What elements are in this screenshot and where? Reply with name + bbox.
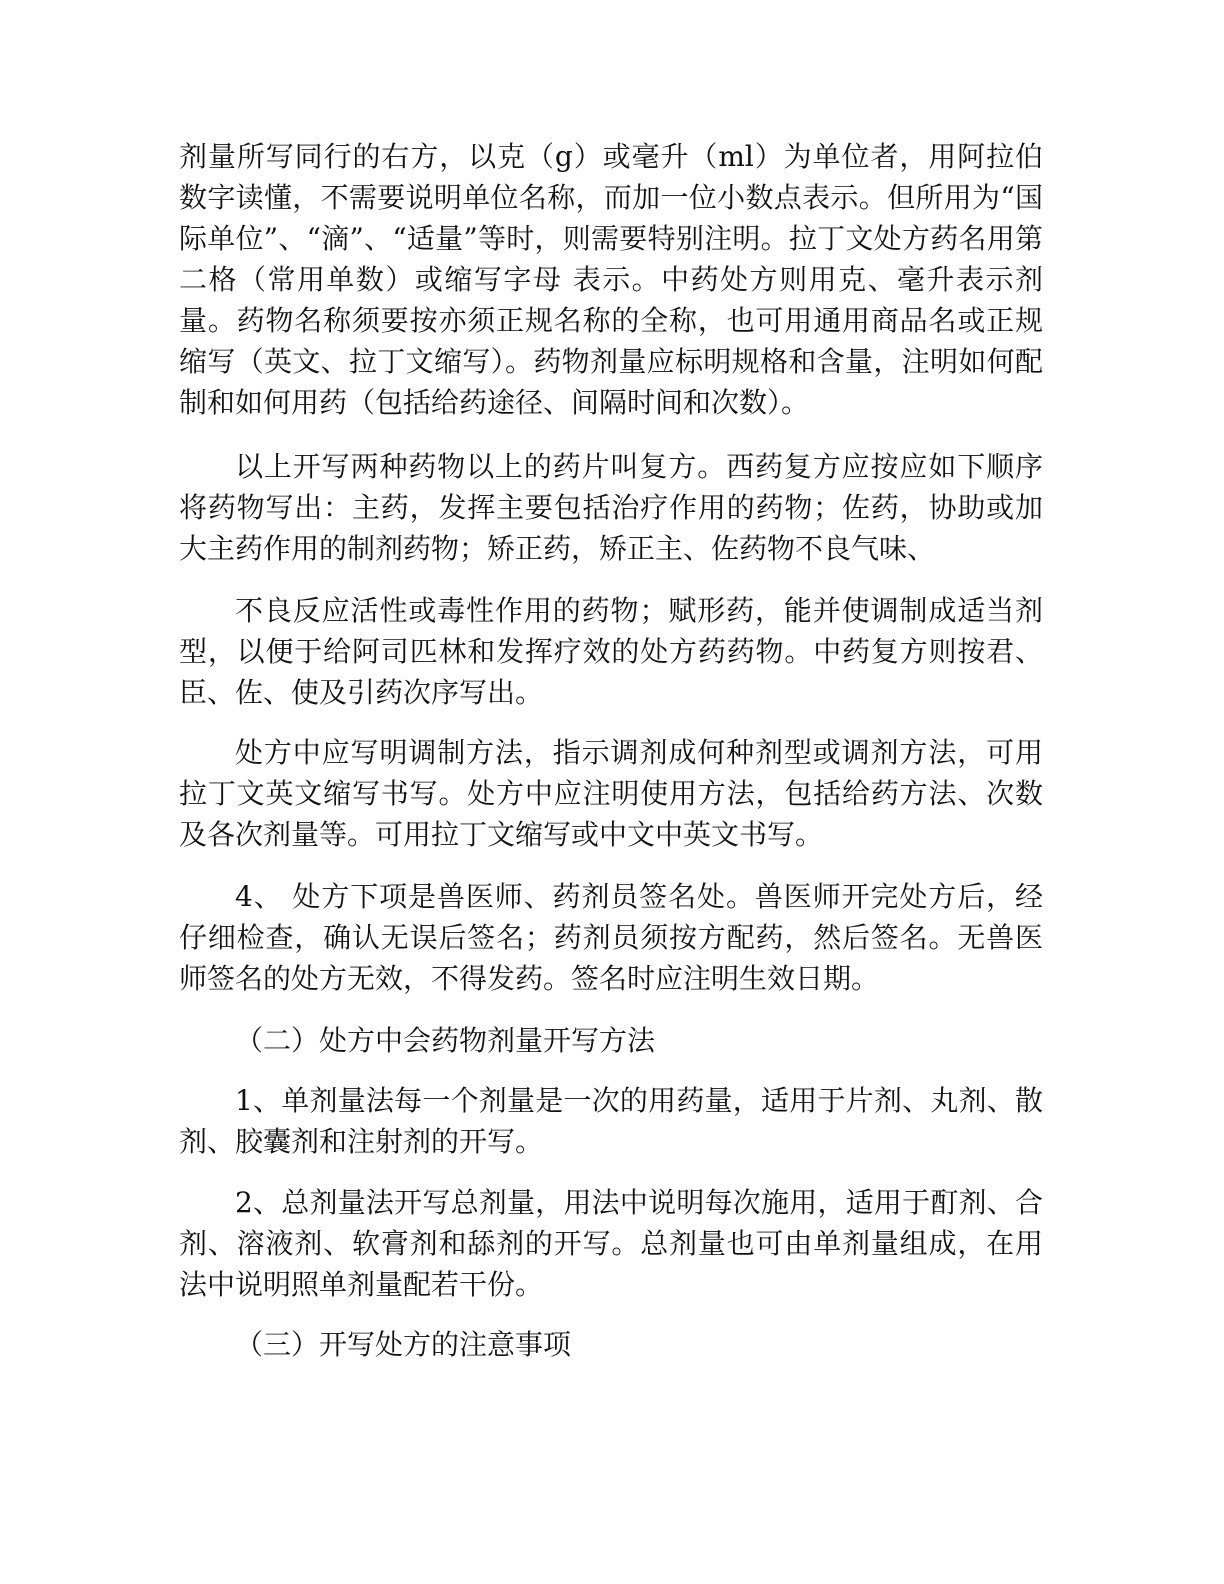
section-heading-precautions: （三）开写处方的注意事项 bbox=[235, 1328, 572, 1361]
paragraph-signature: 4、 处方下项是兽医师、药剂员签名处。兽医师开完处方后，经仔细检查，确认无误后签名；药剂员须按方配药，然后签名。无兽医师签名的处方无效，不得发药。签名时应注明生效日期。 bbox=[179, 880, 1043, 995]
paragraph-dosage-notation: 剂量所写同行的右方，以克（g）或毫升（ml）为单位者，用阿拉伯数字读懂，不需要说明单位名称，而加一位小数点表示。但所用为“国际单位”、“滴”、“适量”等时，则需要特别注明。拉丁文处方药名用第二格（常用单数）或缩写字母 表示。中药处方则用克、毫升表示剂量。药物名称须要按亦须正规名称的全称，也可用通用商品名或正规缩写（英文、拉丁文缩写）。药物剂量应标明规格和含量，注明如何配制和如何用药（包括给药途径、间隔时间和次数）。 bbox=[179, 140, 1043, 419]
section-heading-dosage-methods: （二）处方中会药物剂量开写方法 bbox=[235, 1024, 656, 1057]
paragraph-preparation-method: 处方中应写明调制方法，指示调剂成何种剂型或调剂方法，可用拉丁文英文缩写书写。处方中应注明使用方法，包括给药方法、次数及各次剂量等。可用拉丁文缩写或中文中英文书写。 bbox=[179, 736, 1043, 851]
paragraph-excipients: 不良反应活性或毒性作用的药物；赋形药，能并使调制成适当剂型，以便于给阿司匹林和发挥疗效的处方药药物。中药复方则按君、臣、佐、使及引药次序写出。 bbox=[179, 594, 1043, 709]
document-page bbox=[179, 0, 1043, 1584]
paragraph-compound-prescription: 以上开写两种药物以上的药片叫复方。西药复方应按应如下顺序将药物写出：主药，发挥主要包括治疗作用的药物；佐药，协助或加大主药作用的制剂药物；矫正药，矫正主、佐药物不良气味、 bbox=[179, 450, 1043, 565]
list-item-single-dose: 1、单剂量法每一个剂量是一次的用药量，适用于片剂、丸剂、散剂、胶囊剂和注射剂的开写。 bbox=[179, 1084, 1043, 1158]
list-item-total-dose: 2、总剂量法开写总剂量，用法中说明每次施用，适用于酊剂、合剂、溶液剂、软膏剂和舔剂的开写。总剂量也可由单剂量组成，在用法中说明照单剂量配若干份。 bbox=[179, 1186, 1043, 1301]
